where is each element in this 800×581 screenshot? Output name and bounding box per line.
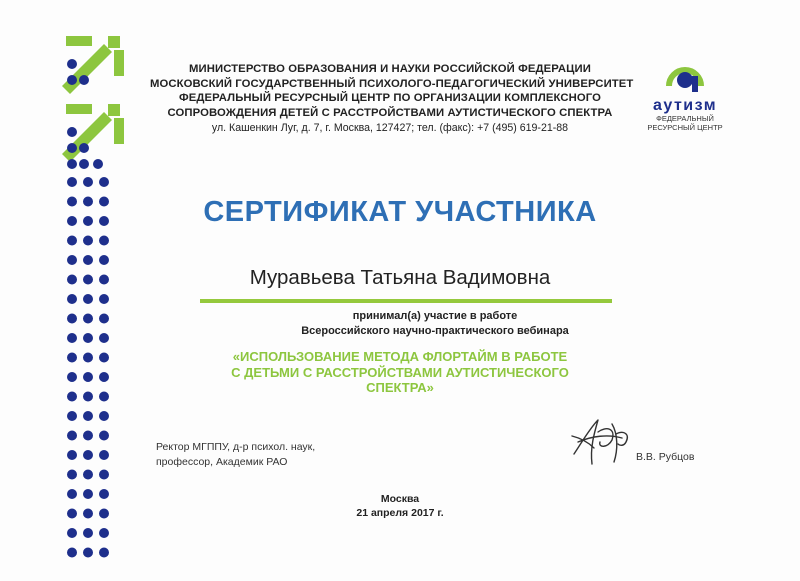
webinar-topic xyxy=(190,349,610,396)
signatory-name: В.В. Рубцов xyxy=(636,451,695,463)
recipient-name: Муравьева Татьяна Вадимовна xyxy=(249,266,551,289)
participation-line-2: Всероссийского научно-практического вебинара xyxy=(301,324,569,337)
topic-line-2: С ДЕТЬМИ С РАССТРОЙСТВАМИ АУТИСТИЧЕСКОГО xyxy=(231,364,569,380)
signatory-title-line-2: профессор, Академик РАО xyxy=(156,455,288,468)
participation-text xyxy=(200,309,670,338)
logo-subtitle-2: РЕСУРСНЫЙ ЦЕНТР xyxy=(647,123,723,132)
certificate-title: СЕРТИФИКАТ УЧАСТНИКА xyxy=(203,196,597,228)
arrow-dots-ornament xyxy=(58,36,128,576)
signatory-title xyxy=(156,440,416,469)
header-line-support: СОПРОВОЖДЕНИЯ ДЕТЕЙ С РАССТРОЙСТВАМИ АУТИСТИЧЕСКОГО СПЕКТРА xyxy=(167,106,613,119)
issuer-address: ул. Кашенкин Луг, д. 7, г. Москва, 127427; тел. (факс): +7 (495) 619-21-88 xyxy=(211,122,569,134)
rector-signature xyxy=(568,412,642,468)
place-date xyxy=(300,492,500,520)
topic-line-3: СПЕКТРА» xyxy=(366,380,434,395)
issue-date: 21 апреля 2017 г. xyxy=(356,507,444,519)
header-line-university: МОСКОВСКИЙ ГОСУДАРСТВЕННЫЙ ПСИХОЛОГО-ПЕДАГОГИЧЕСКИЙ УНИВЕРСИТЕТ xyxy=(150,77,634,90)
city: Москва xyxy=(380,493,420,505)
signatory-title-line-1: Ректор МГППУ, д-р психол. наук, xyxy=(156,441,316,453)
autism-logo-icon xyxy=(657,58,713,96)
header-line-center: ФЕДЕРАЛЬНЫЙ РЕСУРСНЫЙ ЦЕНТР ПО ОРГАНИЗАЦИИ КОМПЛЕКСНОГО xyxy=(178,92,602,104)
participation-line-1: принимал(а) участие в работе xyxy=(352,310,518,322)
logo-subtitle-1: ФЕДЕРАЛЬНЫЙ xyxy=(656,114,714,123)
topic-line-1: «ИСПОЛЬЗОВАНИЕ МЕТОДА ФЛОРТАЙМ В РАБОТЕ xyxy=(232,349,568,364)
logo-name: аутизм xyxy=(652,97,718,114)
issuer-header xyxy=(150,62,634,136)
header-line-ministry: МИНИСТЕРСТВО ОБРАЗОВАНИЯ И НАУКИ РОССИЙСКОЙ ФЕДЕРАЦИИ xyxy=(189,63,591,75)
recipient-underline xyxy=(200,299,612,303)
autism-center-logo xyxy=(630,58,740,132)
